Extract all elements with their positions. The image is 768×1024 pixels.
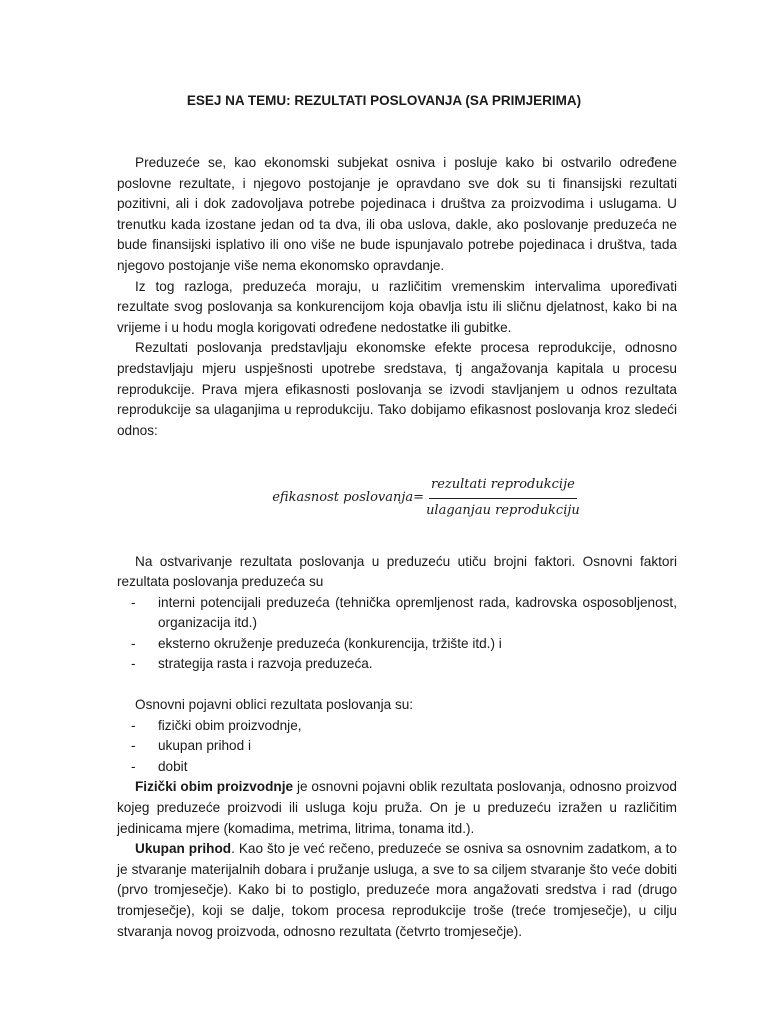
paragraph-definition: Rezultati poslovanja predstavljaju ekonomske efekte procesa reprodukcije, odnosno predstavljaju mjeru uspješnosti upotrebe sredstava, tj angažovanja kapitala u procesu reprodukcije. Prava mjera efikasnosti poslovanja se izvodi stavljanjem u odnos rezultata reprodukcije sa ulaganjima u reprodukciju. Tako dobijamo efikasnost poslovanja kroz sledeći odnos: — [117, 340, 677, 438]
document-body — [117, 153, 677, 942]
term-total-income: Ukupan prihod — [135, 841, 232, 857]
forms-list — [117, 716, 677, 778]
paragraph-intro: Preduzeće se, kao ekonomski subjekat osniva i posluje kako bi ostvarilo određene poslovne rezultate, i njegovo postojanje je opravdano sve dok su ti finansijski rezultati pozitivni, ali i dok zadovoljava potrebe pojedinaca i društva za proizvodima i uslugama. U trenutku kada izostane jedan od ta dva, ili oba uslova, dakle, ako poslovanje preduzeća ne bude finansijski isplativo ili ono više ne bude ispunjavalo potrebe pojedinaca i društva, tada njegovo postojanje više nema ekonomsko opravdanje. — [117, 155, 677, 273]
efficiency-formula — [177, 475, 677, 521]
term-physical-volume: Fizički obim proizvodnje — [135, 779, 294, 795]
list-item: - ukupan prihod i — [117, 736, 677, 757]
paragraph-comparison: Iz tog razloga, preduzeća moraju, u različitim vremenskim intervalima upoređivati rezultate svog poslovanja sa konkurencijom koja obavlja istu ili sličnu djelatnost, kako bi na vrijeme i u hodu mogla korigovati određene nedostatke ili gubitke. — [117, 278, 677, 335]
list-item: - strategija rasta i razvoja preduzeća. — [117, 654, 677, 675]
factors-list — [117, 593, 677, 675]
list-item: - fizički obim proizvodnje, — [117, 716, 677, 737]
formula-lhs: efikasnost poslovanja= — [272, 490, 425, 506]
paragraph-forms-intro: Osnovni pojavni oblici rezultata poslovanja su: — [135, 697, 414, 713]
paragraph-factors-intro: Na ostvarivanje rezultata poslovanja u preduzeću utiču brojni faktori. Osnovni faktori rezultata poslovanja preduzeća su — [117, 553, 677, 590]
list-item: - interni potencijali preduzeća (tehnička opremljenost rada, kadrovska osposobljenost, organizacija itd.) — [117, 593, 677, 634]
formula-denominator: ulaganjau reprodukciju — [426, 502, 580, 518]
list-item: - dobit — [117, 757, 677, 778]
formula-fraction — [424, 475, 582, 521]
paragraph-total-income: Ukupan prihod. Kao što je već rečeno, preduzeće se osniva sa osnovnim zadatkom, a to je stvaranje materijalnih dobara i pružanje usluga, a sve to sa ciljem stvaranje što veće dobiti (prvo tromjesečje). Kako bi to postiglo, preduzeće mora angažovati sredstva i rad (drugo tromjesečje), koji se dalje, tokom procesa reprodukcije troše (treće tromjesečje), u cilju stvaranja novog proizvoda, odnosno rezultata (četvrto tromjesečje). — [117, 841, 677, 939]
document-title: ESEJ NA TEMU: REZULTATI POSLOVANJA (SA PRIMJERIMA) — [186, 93, 582, 108]
formula-numerator: rezultati reprodukcije — [429, 475, 577, 499]
paragraph-physical-volume: Fizički obim proizvodnje je osnovni pojavni oblik rezultata poslovanja, odnosno proizvod kojeg preduzeće proizvodi ili usluga koju pruža. On je u preduzeću izražen u različitim jedinicama mjere (komadima, metrima, litrima, tonama itd.). — [117, 779, 677, 836]
list-item: - eksterno okruženje preduzeća (konkurencija, tržište itd.) i — [117, 634, 677, 655]
